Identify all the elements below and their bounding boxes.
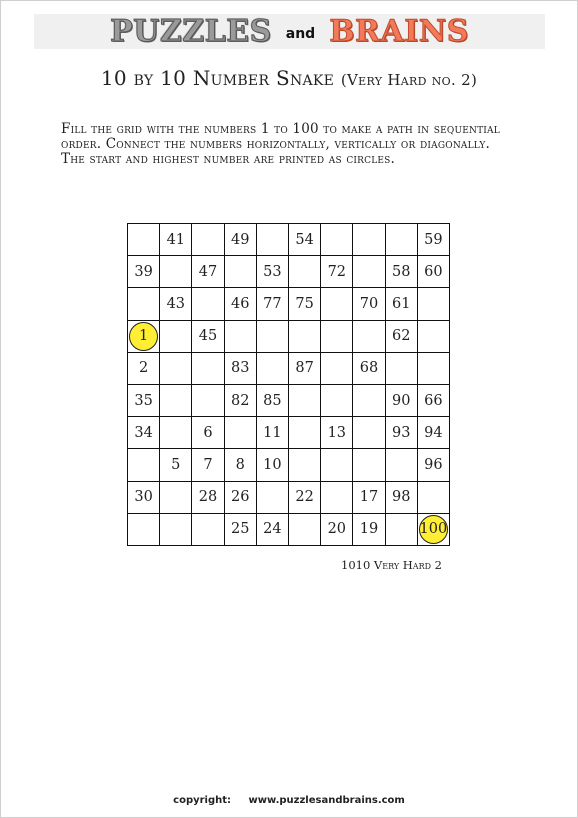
given-number: 5	[171, 456, 181, 473]
grid-cell[interactable]	[192, 224, 224, 256]
given-number: 34	[134, 424, 153, 441]
instruction-line: Fill the grid with the numbers 1 to 100 to make a path in sequential	[61, 121, 500, 137]
copyright	[0, 795, 578, 806]
given-number: 93	[391, 424, 411, 441]
grid-cell[interactable]	[225, 449, 257, 481]
given-number: 22	[295, 489, 314, 506]
grid-cell[interactable]	[321, 256, 353, 288]
copyright-url[interactable]: www.puzzlesandbrains.com	[248, 795, 405, 806]
given-number: 72	[327, 263, 347, 280]
given-number: 10	[263, 456, 282, 473]
grid-cell[interactable]	[321, 224, 353, 256]
grid-cell[interactable]	[353, 224, 385, 256]
grid-cell[interactable]	[160, 256, 192, 288]
given-number: 35	[134, 392, 153, 409]
grid-cell[interactable]	[321, 417, 353, 449]
grid-cell[interactable]	[353, 288, 385, 320]
grid-cell[interactable]	[289, 256, 321, 288]
logo-and: and	[285, 25, 316, 42]
grid-cell[interactable]	[353, 482, 385, 514]
grid-cell[interactable]	[128, 385, 160, 417]
grid-cell[interactable]	[192, 514, 224, 546]
given-number: 75	[295, 295, 314, 312]
grid-cell[interactable]	[257, 449, 289, 481]
grid-cell[interactable]	[160, 288, 192, 320]
given-number: 82	[230, 392, 250, 409]
given-number: 61	[391, 295, 411, 312]
grid-cell[interactable]	[321, 482, 353, 514]
grid-cell[interactable]	[225, 482, 257, 514]
given-number: 30	[134, 489, 153, 506]
grid-cell[interactable]	[160, 449, 192, 481]
grid-cell[interactable]	[257, 417, 289, 449]
grid-cell[interactable]	[418, 353, 450, 385]
brand-banner	[34, 14, 545, 49]
given-number: 70	[359, 295, 379, 312]
grid-cell[interactable]	[321, 514, 353, 546]
given-number: 13	[327, 424, 347, 441]
given-number: 6	[203, 424, 213, 441]
given-number: 53	[263, 263, 282, 280]
grid-cell[interactable]	[386, 417, 418, 449]
given-number: 17	[359, 489, 379, 506]
grid-cell[interactable]	[192, 385, 224, 417]
grid-cell[interactable]	[160, 514, 192, 546]
grid-cell[interactable]	[160, 224, 192, 256]
grid-cell[interactable]	[386, 385, 418, 417]
given-number: 39	[134, 263, 153, 280]
title-sub: (Very Hard no. 2)	[340, 71, 478, 89]
grid-cell[interactable]	[418, 256, 450, 288]
grid-cell[interactable]	[418, 385, 450, 417]
copyright-label: copyright:	[173, 795, 232, 806]
grid-cell[interactable]	[321, 288, 353, 320]
grid-cell[interactable]	[386, 482, 418, 514]
instruction-line: order. Connect the numbers horizontally, vertically or diagonally.	[61, 136, 490, 152]
given-number: 11	[263, 424, 282, 441]
puzzle-grid	[127, 223, 450, 546]
grid-cell[interactable]	[289, 482, 321, 514]
given-number: 90	[391, 392, 411, 409]
grid-cell[interactable]	[192, 288, 224, 320]
grid-cell[interactable]	[353, 417, 385, 449]
given-number: 96	[424, 456, 443, 473]
grid-cell[interactable]	[257, 482, 289, 514]
grid-cell[interactable]	[353, 321, 385, 353]
grid-cell[interactable]	[128, 256, 160, 288]
grid-cell[interactable]	[128, 321, 160, 353]
grid-cell[interactable]	[289, 385, 321, 417]
grid-cell[interactable]	[128, 288, 160, 320]
puzzle-id: 1010 Very Hard 2	[341, 558, 442, 572]
grid-cell[interactable]	[257, 224, 289, 256]
grid-cell[interactable]	[128, 514, 160, 546]
grid-cell[interactable]	[386, 288, 418, 320]
grid-cell[interactable]	[128, 449, 160, 481]
given-number: 87	[295, 360, 314, 377]
grid-cell[interactable]	[257, 256, 289, 288]
given-number: 83	[230, 360, 250, 377]
grid-cell[interactable]	[128, 353, 160, 385]
given-number: 46	[230, 295, 250, 312]
given-number: 85	[263, 392, 282, 409]
given-number: 60	[424, 263, 443, 280]
given-number: 98	[391, 489, 411, 506]
grid-cell[interactable]	[418, 417, 450, 449]
grid-cell[interactable]	[386, 224, 418, 256]
circled-number: 100	[419, 515, 448, 544]
grid-cell[interactable]	[225, 224, 257, 256]
given-number: 45	[198, 328, 218, 345]
grid-cell[interactable]	[321, 449, 353, 481]
grid-cell[interactable]	[160, 482, 192, 514]
page-title	[0, 66, 578, 90]
given-number: 24	[263, 521, 282, 538]
given-number: 59	[424, 231, 443, 248]
grid-cell[interactable]	[418, 288, 450, 320]
grid-cell[interactable]	[353, 353, 385, 385]
given-number: 62	[391, 328, 411, 345]
grid-cell[interactable]	[160, 385, 192, 417]
grid-cell[interactable]	[225, 288, 257, 320]
grid-cell[interactable]	[353, 256, 385, 288]
grid-cell[interactable]	[289, 514, 321, 546]
grid-cell[interactable]	[257, 353, 289, 385]
grid-cell[interactable]	[192, 482, 224, 514]
grid-cell[interactable]	[225, 417, 257, 449]
grid-cell[interactable]	[225, 256, 257, 288]
given-number: 41	[166, 231, 186, 248]
grid-cell[interactable]	[386, 449, 418, 481]
given-number: 54	[295, 231, 314, 248]
grid-cell[interactable]	[192, 417, 224, 449]
grid-cell[interactable]	[418, 224, 450, 256]
grid-cell[interactable]	[321, 321, 353, 353]
grid-cell[interactable]	[128, 417, 160, 449]
grid-cell[interactable]	[192, 353, 224, 385]
grid-cell[interactable]	[289, 288, 321, 320]
grid-cell[interactable]	[418, 449, 450, 481]
grid-cell[interactable]	[353, 385, 385, 417]
grid-cell[interactable]	[225, 385, 257, 417]
given-number: 26	[230, 489, 250, 506]
grid-cell[interactable]	[289, 417, 321, 449]
grid-cell[interactable]	[386, 321, 418, 353]
logo-puzzles: PUZZLES	[110, 14, 272, 49]
grid-cell[interactable]	[257, 385, 289, 417]
grid-cell[interactable]	[418, 482, 450, 514]
grid-cell[interactable]	[192, 321, 224, 353]
given-number: 19	[359, 521, 379, 538]
grid-cell[interactable]	[289, 449, 321, 481]
grid-cell[interactable]	[386, 256, 418, 288]
grid-cell[interactable]	[225, 514, 257, 546]
grid-cell[interactable]	[386, 514, 418, 546]
given-number: 7	[203, 456, 213, 473]
grid-cell[interactable]	[225, 353, 257, 385]
given-number: 43	[166, 295, 186, 312]
grid-cell[interactable]	[289, 353, 321, 385]
grid-cell[interactable]	[160, 353, 192, 385]
given-number: 8	[235, 456, 245, 473]
given-number: 94	[424, 424, 443, 441]
grid-cell[interactable]	[192, 449, 224, 481]
grid-cell[interactable]	[321, 353, 353, 385]
given-number: 58	[391, 263, 411, 280]
given-number: 2	[138, 360, 149, 377]
grid-cell[interactable]	[160, 321, 192, 353]
circled-number: 1	[129, 322, 158, 351]
grid-cell[interactable]	[225, 321, 257, 353]
grid-cell[interactable]	[289, 321, 321, 353]
given-number: 77	[263, 295, 282, 312]
given-number: 66	[424, 392, 443, 409]
given-number: 25	[230, 521, 250, 538]
grid-cell[interactable]	[418, 514, 450, 546]
grid-cell[interactable]	[353, 514, 385, 546]
given-number: 49	[230, 231, 250, 248]
grid-cell[interactable]	[353, 449, 385, 481]
grid-cell[interactable]	[257, 288, 289, 320]
grid-cell[interactable]	[289, 224, 321, 256]
grid-cell[interactable]	[192, 256, 224, 288]
grid-cell[interactable]	[386, 353, 418, 385]
instruction-line: The start and highest number are printed as circles.	[61, 151, 396, 167]
grid-cell[interactable]	[418, 321, 450, 353]
title-main: 10 by 10 Number Snake	[100, 66, 335, 90]
given-number: 47	[198, 263, 218, 280]
grid-cell[interactable]	[321, 385, 353, 417]
grid-cell[interactable]	[257, 321, 289, 353]
instructions	[61, 122, 561, 167]
given-number: 68	[359, 360, 379, 377]
grid-cell[interactable]	[257, 514, 289, 546]
given-number: 28	[198, 489, 218, 506]
logo-brains: BRAINS	[329, 14, 469, 49]
grid-cell[interactable]	[128, 224, 160, 256]
grid-cell[interactable]	[160, 417, 192, 449]
given-number: 20	[327, 521, 347, 538]
grid-cell[interactable]	[128, 482, 160, 514]
